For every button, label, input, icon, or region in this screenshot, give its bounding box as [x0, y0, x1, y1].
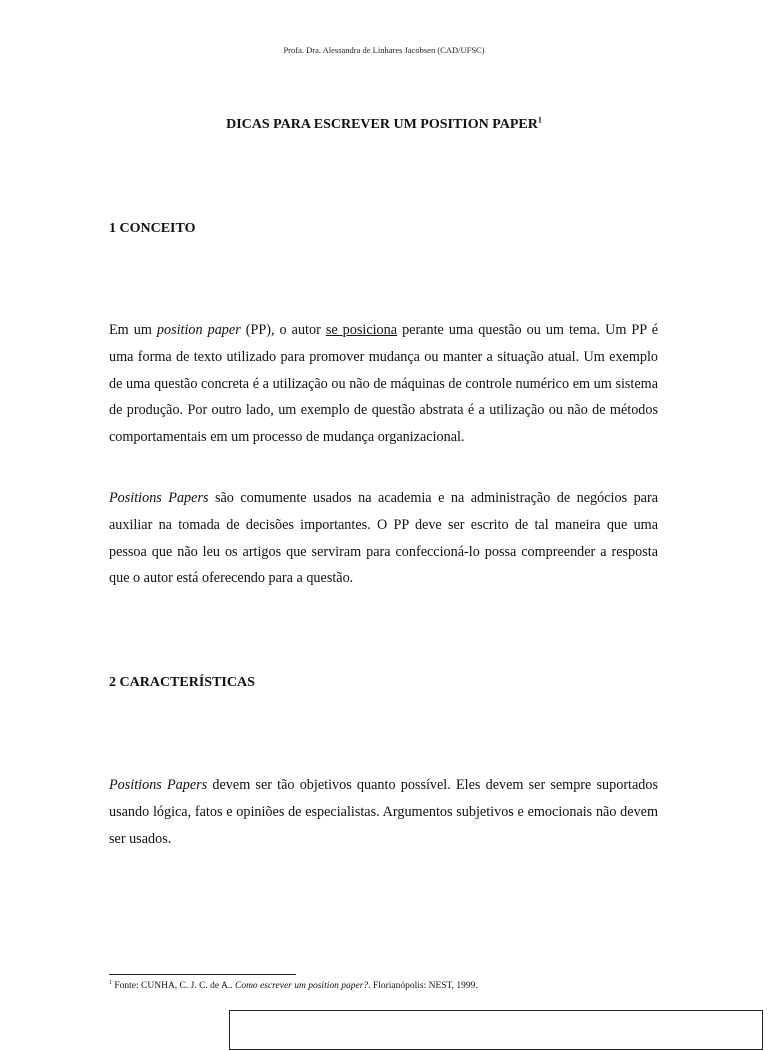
text-run: Fonte: CUNHA, C. J. C. de A..	[112, 981, 235, 991]
paragraph-conceito-1	[109, 317, 658, 451]
section-heading-conceito: 1 CONCEITO	[109, 221, 196, 236]
section-heading-caracteristicas: 2 CARACTERÍSTICAS	[109, 675, 255, 690]
italic-term: Positions Papers	[109, 777, 208, 793]
underlined-term: se posiciona	[325, 322, 398, 338]
text-run: Em um	[109, 322, 157, 338]
text-run: . Florianópolis: NEST, 1999.	[368, 981, 478, 991]
footnote-number: 1	[109, 979, 112, 986]
footnote-divider	[109, 974, 296, 975]
title-footnote-ref: 1	[537, 115, 542, 125]
title-text: DICAS PARA ESCREVER UM POSITION PAPER	[226, 117, 538, 132]
text-run: (PP), o autor	[240, 322, 326, 338]
document-title	[0, 117, 768, 133]
paragraph-caracteristicas-1	[109, 772, 658, 852]
text-run: perante uma questão ou um tema. Um PP é uma forma de texto utilizado para promover mudança ou manter a situação atual. Um exemplo de uma questão concreta é a utilização ou não de máquinas de controle numérico em um sistema de produção. Por outro lado, um exemplo de questão abstrata é a utilização ou não de métodos comportamentais em um processo de mudança organizacional.	[109, 322, 658, 446]
bottom-frame	[229, 1010, 763, 1050]
italic-term: position paper	[156, 322, 241, 338]
text-run: são comumente usados na academia e na administração de negócios para auxiliar na tomada de decisões importantes. O PP deve ser escrito de tal maneira que uma pessoa que não leu os artigos que serviram para confeccioná-lo possa compreender a resposta que o autor está oferecendo para a questão.	[109, 490, 658, 587]
page-header: Profa. Dra. Alessandra de Linhares Jacobsen (CAD/UFSC)	[283, 45, 485, 55]
italic-term: Positions Papers	[109, 490, 209, 506]
text-run: devem ser tão objetivos quanto possível. Eles devem ser sempre suportados usando lógica, fatos e opiniões de especialistas. Argumentos subjetivos e emocionais não devem ser usados.	[109, 777, 659, 847]
footnote-italic-title: Como escrever um position paper?	[234, 981, 369, 991]
paragraph-conceito-2	[109, 485, 658, 592]
footnote	[109, 981, 478, 991]
